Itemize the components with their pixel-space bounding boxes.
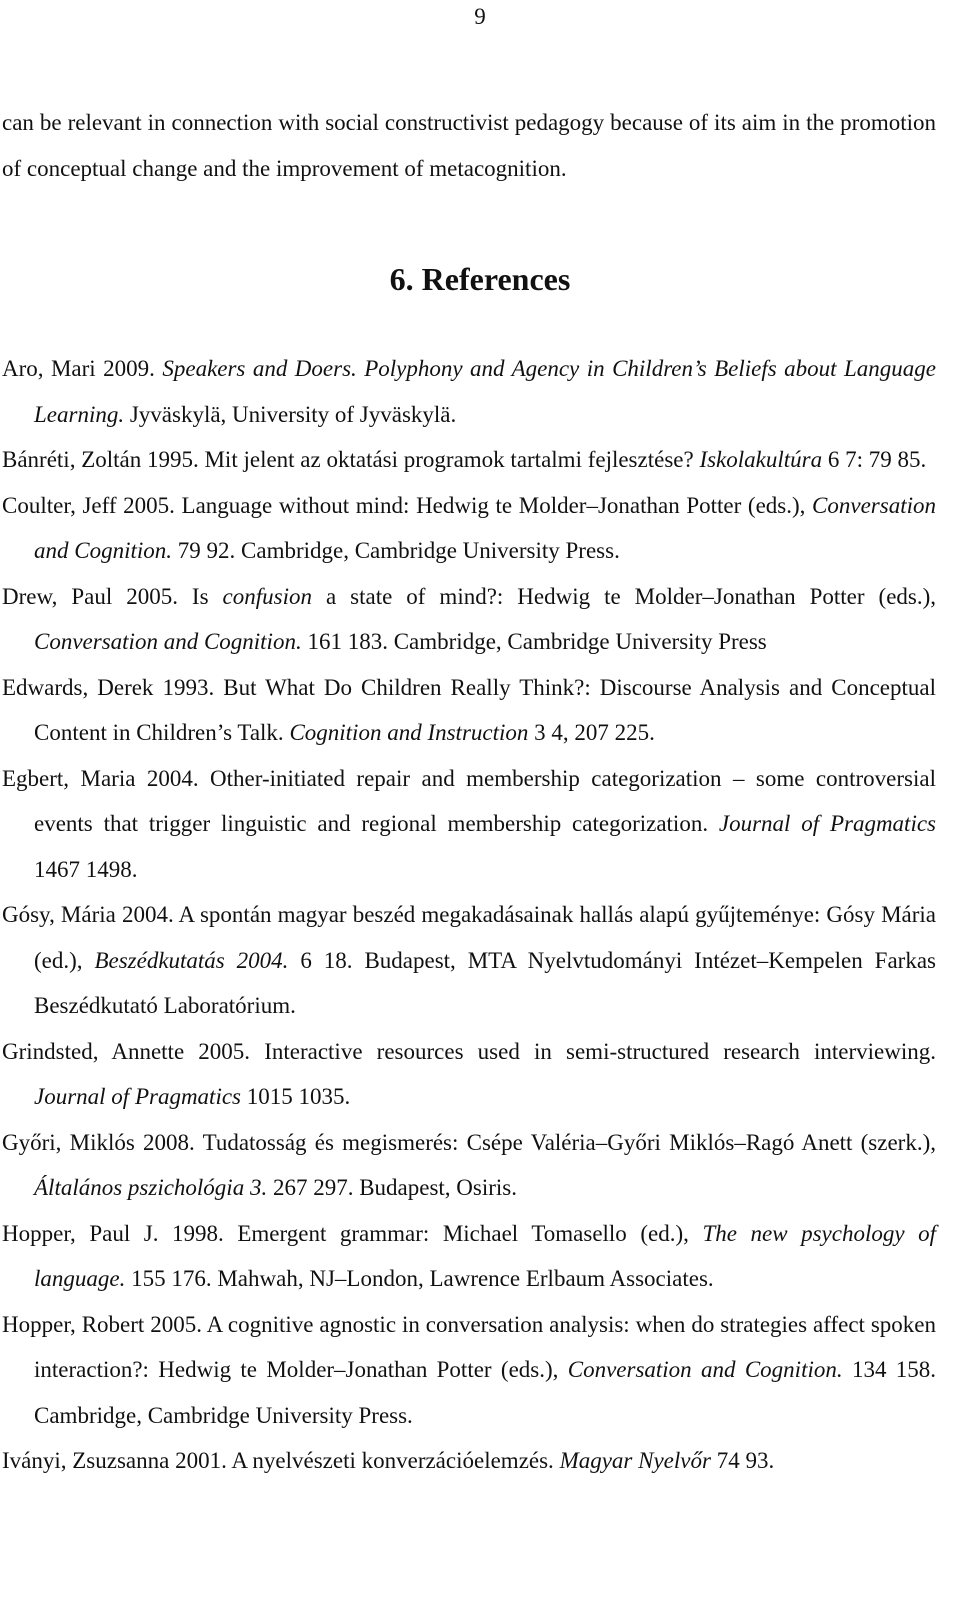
reference-title-italic: Iskolakultúra <box>699 447 823 472</box>
reference-text: 1467 1498. <box>34 856 138 882</box>
reference-entry <box>2 346 936 437</box>
reference-title-italic: Magyar Nyelvőr <box>559 1448 711 1473</box>
reference-title-italic: Conversation and Cognition. <box>34 629 302 654</box>
reference-text: 74 93. <box>710 1448 775 1473</box>
reference-entry <box>2 1120 936 1211</box>
reference-entry <box>2 665 936 756</box>
reference-text: Hopper, Robert 2005. A cognitive agnostic in conversation analysis: when do strategies affect spoken interaction?: Hedwig te Molder–Jonathan Potter (eds.), <box>2 1311 936 1382</box>
reference-title-italic: The new psychology of language. <box>34 1220 937 1291</box>
reference-entry <box>2 574 936 665</box>
reference-title-italic: confusion <box>222 583 312 609</box>
reference-text: Aro, Mari 2009. <box>2 356 163 381</box>
reference-text: a state of mind?: Hedwig te Molder–Jonathan Potter (eds.), <box>311 583 937 609</box>
reference-text: 79 92. Cambridge, Cambridge University Press. <box>172 538 620 563</box>
reference-text: 6 18. Budapest, MTA Nyelvtudományi Intézet–Kempelen Farkas Beszédkutató Laboratórium. <box>34 947 936 1018</box>
reference-text: 3 4, 207 225. <box>528 720 655 745</box>
reference-entry <box>2 756 936 893</box>
reference-title-italic: Speakers and Doers. Polyphony and Agency in Children’s Beliefs about Language Learning. <box>34 356 936 427</box>
reference-title-italic: Conversation and Cognition. <box>34 492 936 563</box>
reference-text: Drew, Paul 2005. Is <box>2 583 223 609</box>
reference-text: 161 183. Cambridge, Cambridge University Press <box>301 629 767 654</box>
reference-text: Edwards, Derek 1993. But What Do Children Really Think?: Discourse Analysis and Conceptual Content in Children’s Talk. <box>2 674 936 745</box>
reference-entry <box>2 483 936 574</box>
reference-text: Egbert, Maria 2004. Other-initiated repair and membership categorization – some controversial events that trigger linguistic and regional membership categorization. <box>2 765 936 836</box>
page-number: 9 <box>474 4 486 29</box>
reference-entry <box>2 1438 936 1484</box>
reference-title-italic: Általános pszichológia 3. <box>34 1175 268 1200</box>
intro-paragraph: can be relevant in connection with social constructivist pedagogy because of its aim in the promotion of conceptual change and the improvement of metacognition. <box>2 110 936 181</box>
reference-text: Gósy, Mária 2004. A spontán magyar beszéd megakadásainak hallás alapú gyűjteménye: Gósy Mária (ed.), <box>2 902 936 973</box>
reference-text: 6 7: 79 85. <box>822 447 927 472</box>
reference-text: Iványi, Zsuzsanna 2001. A nyelvészeti konverzációelemzés. <box>2 1448 560 1473</box>
reference-text: Jyväskylä, University of Jyväskylä. <box>124 401 457 427</box>
reference-title-italic: Conversation and Cognition. <box>567 1357 843 1382</box>
reference-entry <box>2 1029 936 1120</box>
reference-title-italic: Cognition and Instruction <box>289 720 529 745</box>
reference-title-italic: Journal of Pragmatics <box>718 811 936 836</box>
reference-text: 134 158. Cambridge, Cambridge University Press. <box>34 1357 937 1428</box>
reference-title-italic: Beszédkutatás 2004. <box>94 947 289 973</box>
reference-text: 1015 1035. <box>241 1084 351 1109</box>
reference-text: 267 297. Budapest, Osiris. <box>267 1175 518 1200</box>
reference-text: 155 176. Mahwah, NJ–London, Lawrence Erlbaum Associates. <box>125 1266 714 1291</box>
reference-entry <box>2 892 936 1029</box>
reference-title-italic: Journal of Pragmatics <box>34 1084 241 1109</box>
reference-entry <box>2 1211 936 1302</box>
reference-text: Coulter, Jeff 2005. Language without mind: Hedwig te Molder–Jonathan Potter (eds.), <box>2 492 813 518</box>
reference-entry <box>2 437 936 483</box>
reference-entry <box>2 1302 936 1439</box>
reference-text: Győri, Miklós 2008. Tudatosság és megismerés: Csépe Valéria–Győri Miklós–Ragó Anett (szerk.), <box>2 1129 936 1155</box>
reference-list <box>2 346 936 1484</box>
reference-text: Hopper, Paul J. 1998. Emergent grammar: Michael Tomasello (ed.), <box>2 1220 703 1246</box>
reference-text: Grindsted, Annette 2005. Interactive resources used in semi-structured research interviewing. <box>2 1038 936 1064</box>
reference-text: Bánréti, Zoltán 1995. Mit jelent az oktatási programok tartalmi fejlesztése? <box>2 447 700 472</box>
references-heading: 6. References <box>389 261 571 297</box>
